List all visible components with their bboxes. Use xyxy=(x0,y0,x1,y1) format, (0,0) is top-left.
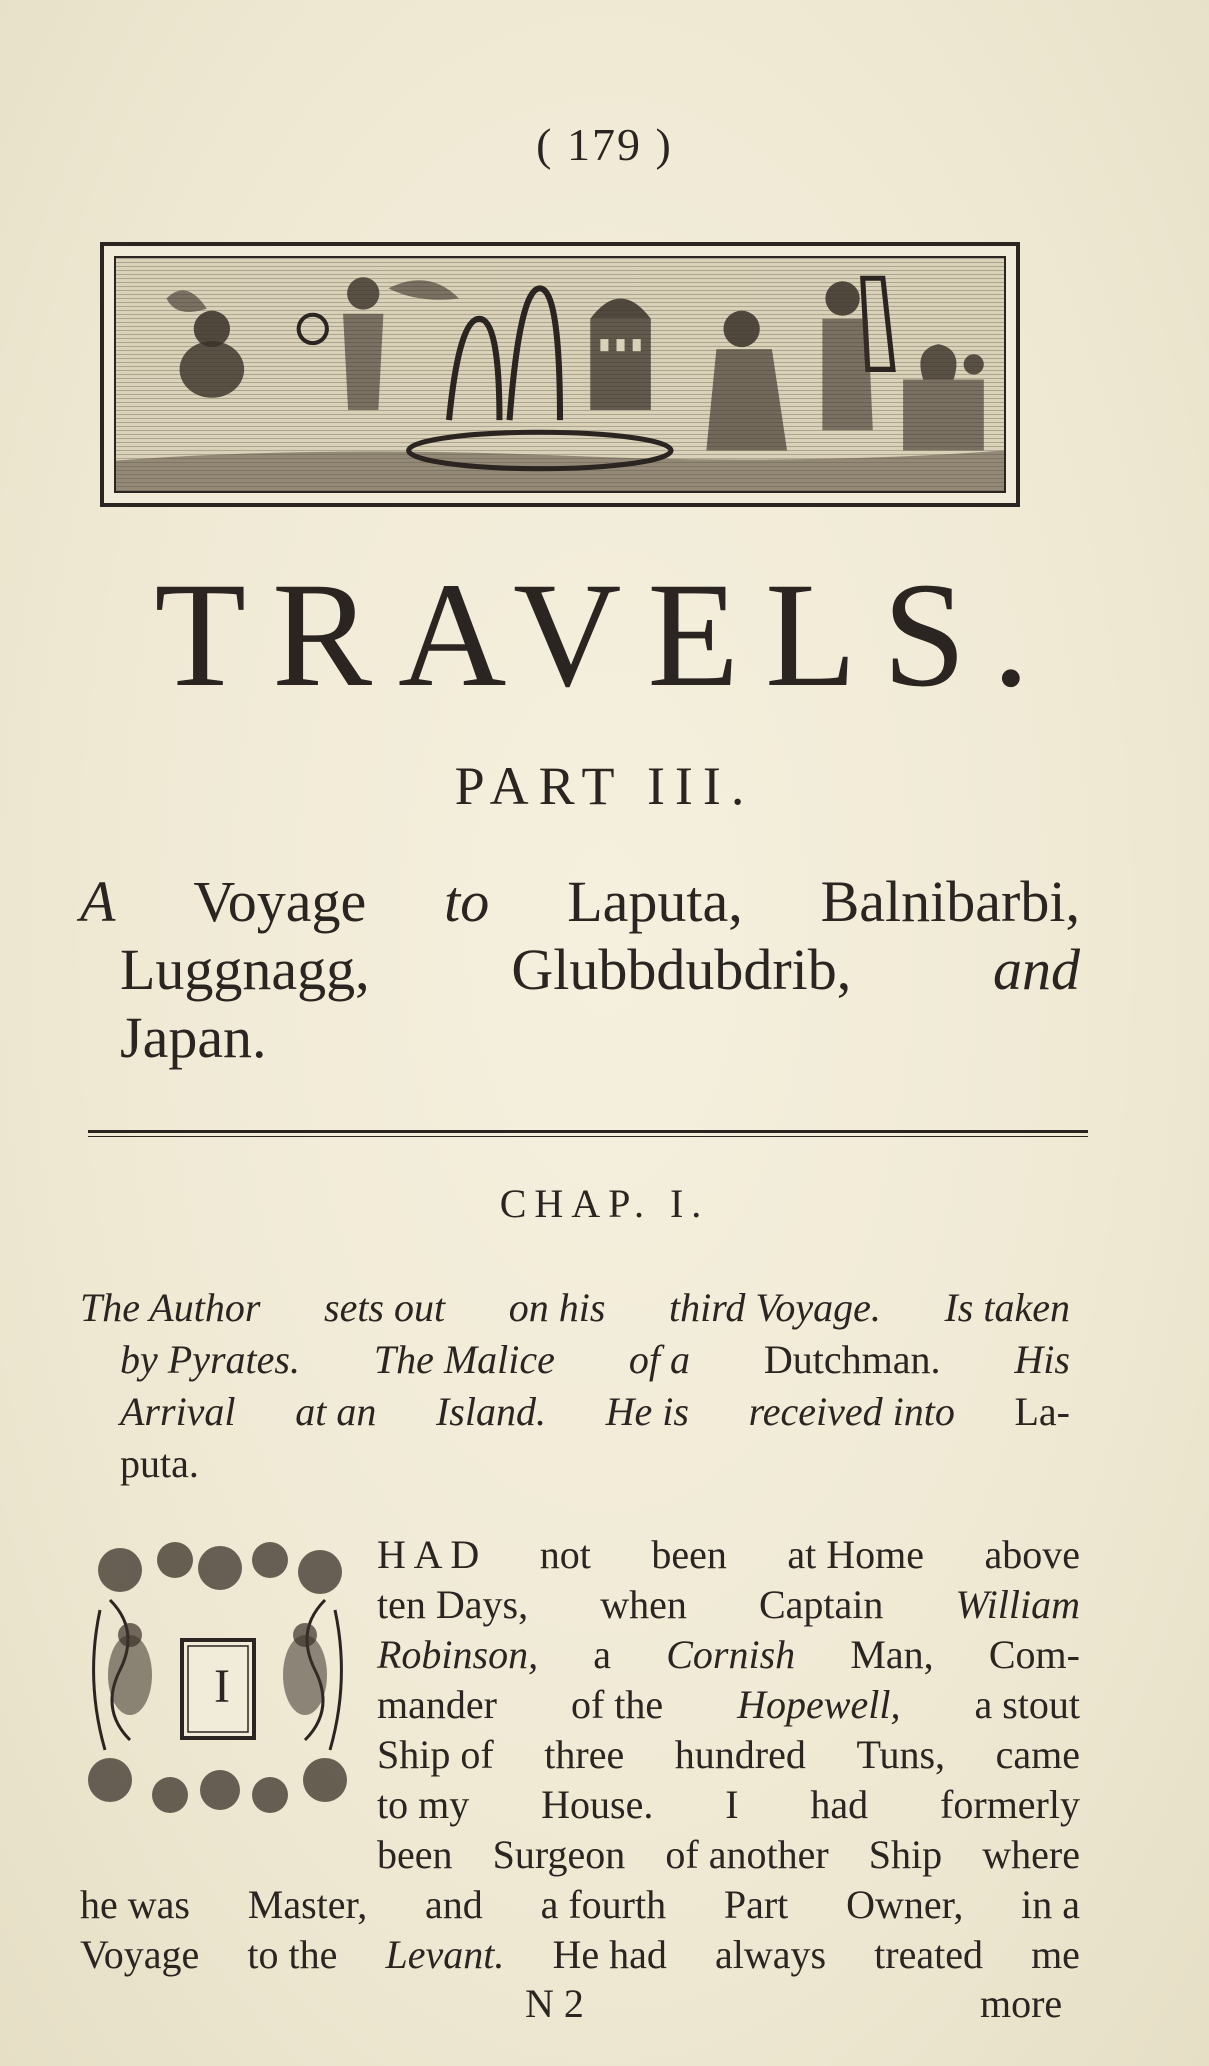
chapter-summary xyxy=(80,1282,1070,1490)
catchword: more xyxy=(980,1981,1063,2026)
double-rule-divider xyxy=(88,1130,1088,1137)
body-line: mander of the Hopewell, a stout xyxy=(377,1682,1080,1727)
chapter-heading: CHAP. I. xyxy=(499,1181,710,1226)
summary-line: by Pyrates. The Malice of a Dutchman. His xyxy=(120,1337,1070,1382)
main-title: TRAVELS. xyxy=(154,552,1056,718)
part-title: PART III. xyxy=(454,756,755,816)
initial-letter: I xyxy=(214,1660,230,1713)
subtitle-line xyxy=(80,936,1080,1004)
subtitle-word: to xyxy=(444,869,490,934)
subtitle-word: Glubbdubdrib, xyxy=(511,937,852,1002)
subtitle-word: Japan. xyxy=(120,1005,267,1070)
body-line: Robinson, a Cornish Man, Com- xyxy=(377,1632,1080,1677)
page-number: ( 179 ) xyxy=(536,119,673,170)
body-line: Voyage to the Levant. He had always treated me xyxy=(80,1932,1080,1977)
subtitle-word: and xyxy=(992,937,1080,1002)
subtitle-word: Luggnagg, xyxy=(120,937,370,1002)
signature-mark: N 2 xyxy=(525,1981,584,2026)
summary-line: puta. xyxy=(120,1441,199,1486)
subtitle-line xyxy=(80,868,1080,936)
body-line: ten Days, when Captain William xyxy=(377,1582,1080,1627)
engraving-illustration xyxy=(116,258,1004,491)
woodcut-headpiece xyxy=(100,242,1020,507)
subtitle-word: Laputa, xyxy=(567,869,743,934)
subtitle-word: A xyxy=(80,869,116,934)
summary-line: Arrival at an Island. He is received into La- xyxy=(120,1389,1070,1434)
body-line: he was Master, and a fourth Part Owner, in a xyxy=(80,1882,1080,1927)
part-subtitle xyxy=(80,868,1080,1072)
body-line: been Surgeon of another Ship where xyxy=(377,1832,1080,1877)
subtitle-line xyxy=(80,1004,1080,1072)
body-line: H A D not been at Home above xyxy=(377,1532,1080,1577)
subtitle-word: Voyage xyxy=(193,869,367,934)
body-line: to my House. I had formerly xyxy=(377,1782,1080,1827)
body-line: Ship of three hundred Tuns, came xyxy=(377,1732,1080,1777)
body-text xyxy=(80,1530,1080,1980)
summary-line: The Author sets out on his third Voyage. Is taken xyxy=(80,1285,1070,1330)
subtitle-word: Balnibarbi, xyxy=(820,869,1080,934)
